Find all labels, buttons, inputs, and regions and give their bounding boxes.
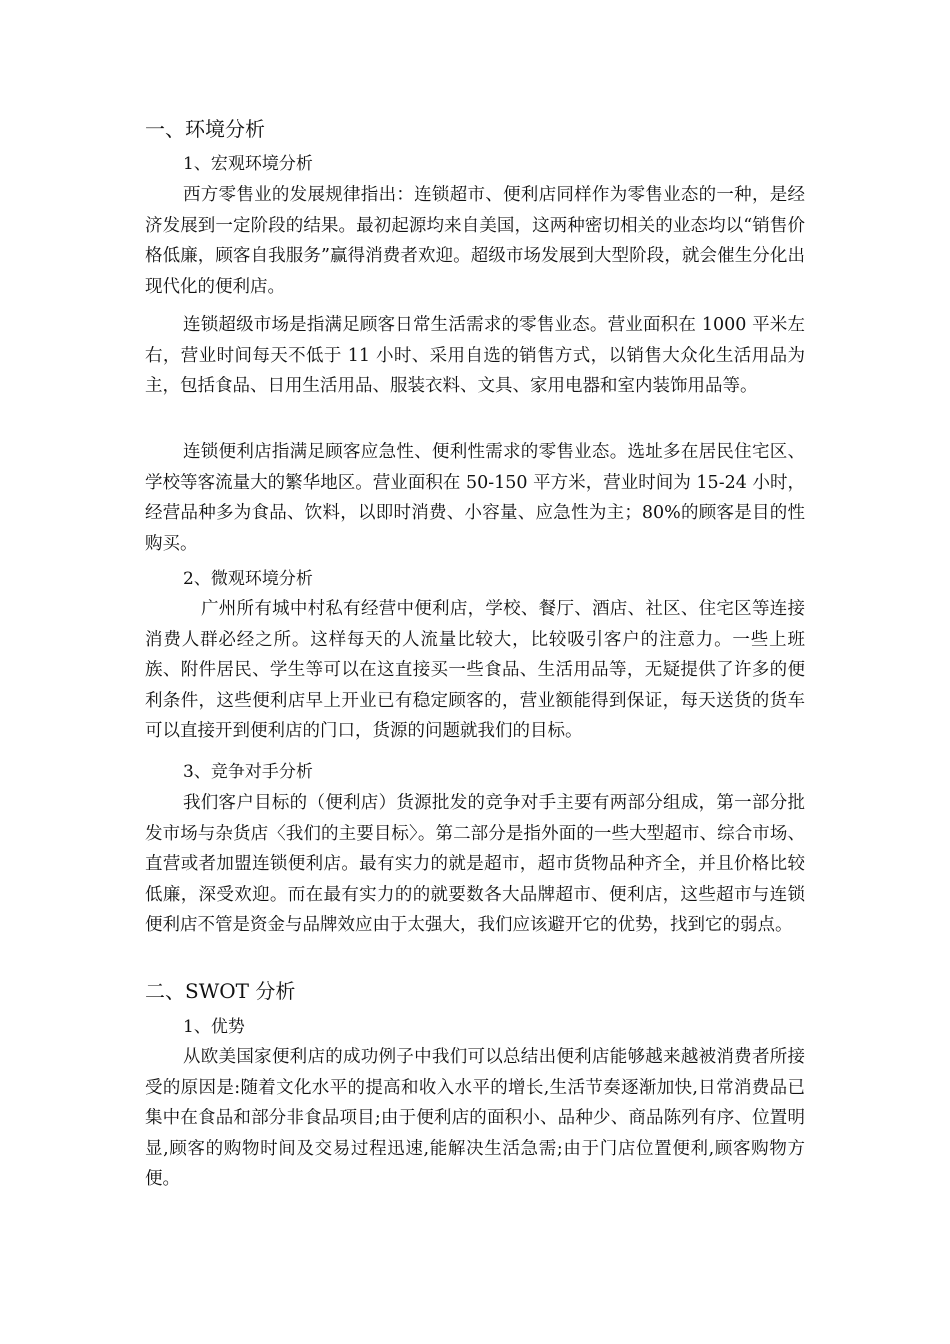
subheading-micro-environment: 2、微观环境分析	[183, 569, 313, 589]
paragraph-strength-1: 从欧美国家便利店的成功例子中我们可以总结出便利店能够越来越被消费者所接受的原因是:随着文化水平的提高和收入水平的增长,生活节奏逐渐加快,日常消费品已集中在食品和部分非食品项目;由于便利店的面积小、品种少、商品陈列有序、位置明显,顾客的购物时间及交易过程迅速,能解决生活急需;由于门店位置便利,顾客购物方便。	[145, 1047, 805, 1189]
paragraph-macro-3: 连锁便利店指满足顾客应急性、便利性需求的零售业态。选址多在居民住宅区、学校等客流量大的繁华地区。营业面积在 50-150 平方米，营业时间为 15-24 小时，经营品种多为食品、饮料，以即时消费、小容量、应急性为主；80%的顾客是目的性购买。	[145, 442, 805, 554]
subheading-macro-environment: 1、宏观环境分析	[183, 154, 313, 174]
section-heading-swot: 二、SWOT 分析	[145, 979, 296, 1003]
paragraph-micro-1: 广州所有城中村私有经营中便利店，学校、餐厅、酒店、社区、住宅区等连接消费人群必经之所。这样每天的人流量比较大，比较吸引客户的注意力。一些上班族、附件居民、学生等可以在这直接买一些食品、生活用品等，无疑提供了许多的便利条件，这些便利店早上开业已有稳定顾客的，营业额能得到保证，每天送货的货车可以直接开到便利店的门口，货源的问题就我们的目标。	[145, 599, 805, 741]
paragraph-competitor-1: 我们客户目标的（便利店）货源批发的竞争对手主要有两部分组成，第一部分批发市场与杂货店〈我们的主要目标〉。第二部分是指外面的一些大型超市、综合市场、直营或者加盟连锁便利店。最有实力的就是超市，超市货物品种齐全，并且价格比较低廉，深受欢迎。而在最有实力的的就要数各大品牌超市、便利店，这些超市与连锁便利店不管是资金与品牌效应由于太强大，我们应该避开它的优势，找到它的弱点。	[145, 793, 805, 935]
paragraph-macro-2: 连锁超级市场是指满足顾客日常生活需求的零售业态。营业面积在 1000 平米左右，营业时间每天不低于 11 小时、采用自选的销售方式，以销售大众化生活用品为主，包括食品、日用生活用品、服装衣料、文具、家用电器和室内装饰用品等。	[145, 315, 805, 396]
subheading-competitor-analysis: 3、竞争对手分析	[183, 762, 313, 782]
subheading-strength: 1、优势	[183, 1017, 245, 1037]
section-heading-environment: 一、环境分析	[145, 117, 265, 141]
paragraph-macro-1: 西方零售业的发展规律指出：连锁超市、便利店同样作为零售业态的一种，是经济发展到一定阶段的结果。最初起源均来自美国，这两种密切相关的业态均以“销售价格低廉，顾客自我服务”赢得消费者欢迎。超级市场发展到大型阶段，就会催生分化出现代化的便利店。	[145, 185, 805, 297]
